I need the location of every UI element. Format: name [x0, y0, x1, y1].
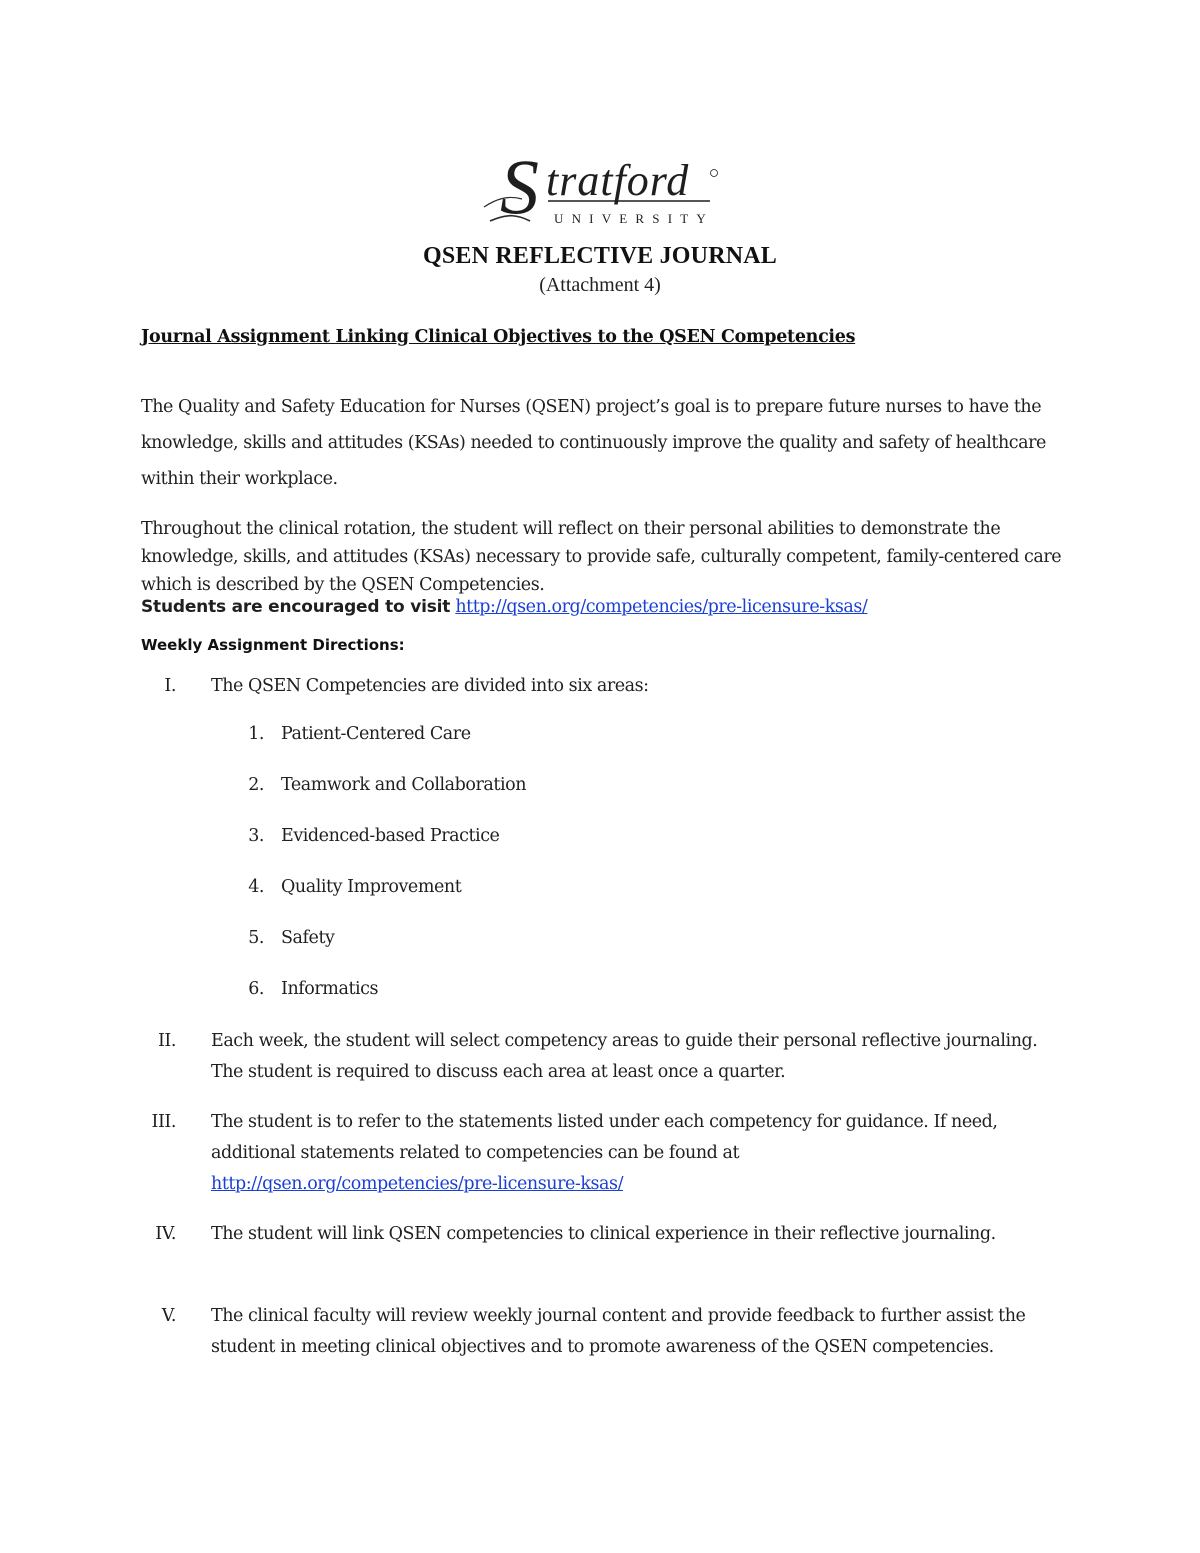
direction-text [211, 1107, 1071, 1200]
direction-text: Each week, the student will select competency areas to guide their personal reflective journaling. The student is required to discuss each area at least once a quarter. [211, 1031, 1038, 1082]
competency-label: Patient-Centered Care [281, 724, 471, 744]
logo-graphic [478, 143, 728, 233]
competency-item [240, 724, 471, 744]
competency-item [240, 928, 335, 948]
direction-text-body: The student is to refer to the statements listed under each competency for guidance. If need, additional statements related to competencies can be found at [211, 1112, 998, 1163]
directions-heading: Weekly Assignment Directions: [141, 636, 405, 654]
competency-number: 2. [248, 775, 264, 795]
visit-line [141, 597, 867, 617]
qsen-competencies-link[interactable]: http://qsen.org/competencies/pre-licensure-ksas/ [455, 597, 868, 617]
visit-label: Students are encouraged to visit [141, 597, 451, 617]
roman-numeral: I. [164, 676, 176, 696]
competency-item [240, 877, 462, 897]
competency-number: 5. [248, 928, 264, 948]
competency-label: Teamwork and Collaboration [281, 775, 527, 795]
rotation-paragraph: Throughout the clinical rotation, the student will reflect on their personal abilities to demonstrate the knowledge, skills, and attitudes (KSAs) necessary to provide safe, culturally competent, family-centered care which is described by the QSEN Competencies. [141, 519, 1062, 595]
stratford-university-logo [478, 143, 728, 233]
intro-paragraph: The Quality and Safety Education for Nurses (QSEN) project’s goal is to prepare future nurses to have the knowledge, skills and attitudes (KSAs) needed to continuously improve the quality and safety of healthcare within their workplace. [141, 397, 1046, 489]
competency-number: 4. [248, 877, 264, 897]
svg-text:S: S [500, 143, 539, 230]
competency-number: 1. [248, 724, 264, 744]
competency-label: Safety [281, 928, 335, 948]
roman-numeral: IV. [155, 1224, 176, 1244]
document-subtitle: (Attachment 4) [539, 274, 661, 296]
section-heading: Journal Assignment Linking Clinical Objectives to the QSEN Competencies [141, 327, 856, 347]
competency-label: Informatics [281, 979, 379, 999]
competency-number: 3. [248, 826, 264, 846]
direction-text: The clinical faculty will review weekly journal content and provide feedback to further assist the student in meeting clinical objectives and to promote awareness of the QSEN competencies. [211, 1306, 1026, 1357]
competency-item [240, 979, 379, 999]
qsen-competencies-link[interactable]: http://qsen.org/competencies/pre-licensure-ksas/ [211, 1174, 624, 1194]
direction-text: The QSEN Competencies are divided into six areas: [211, 676, 649, 696]
roman-numeral: II. [157, 1031, 176, 1051]
competency-item [240, 775, 527, 795]
roman-numeral: III. [151, 1112, 176, 1132]
svg-text:UNIVERSITY: UNIVERSITY [554, 211, 714, 226]
roman-numeral: V. [161, 1306, 176, 1326]
document-title: QSEN REFLECTIVE JOURNAL [423, 243, 777, 269]
svg-text:tratford: tratford [546, 156, 690, 205]
direction-text: The student will link QSEN competencies to clinical experience in their reflective journaling. [211, 1224, 996, 1244]
competency-label: Evidenced-based Practice [281, 826, 500, 846]
competency-item [240, 826, 500, 846]
competency-number: 6. [248, 979, 264, 999]
competency-label: Quality Improvement [281, 877, 462, 897]
